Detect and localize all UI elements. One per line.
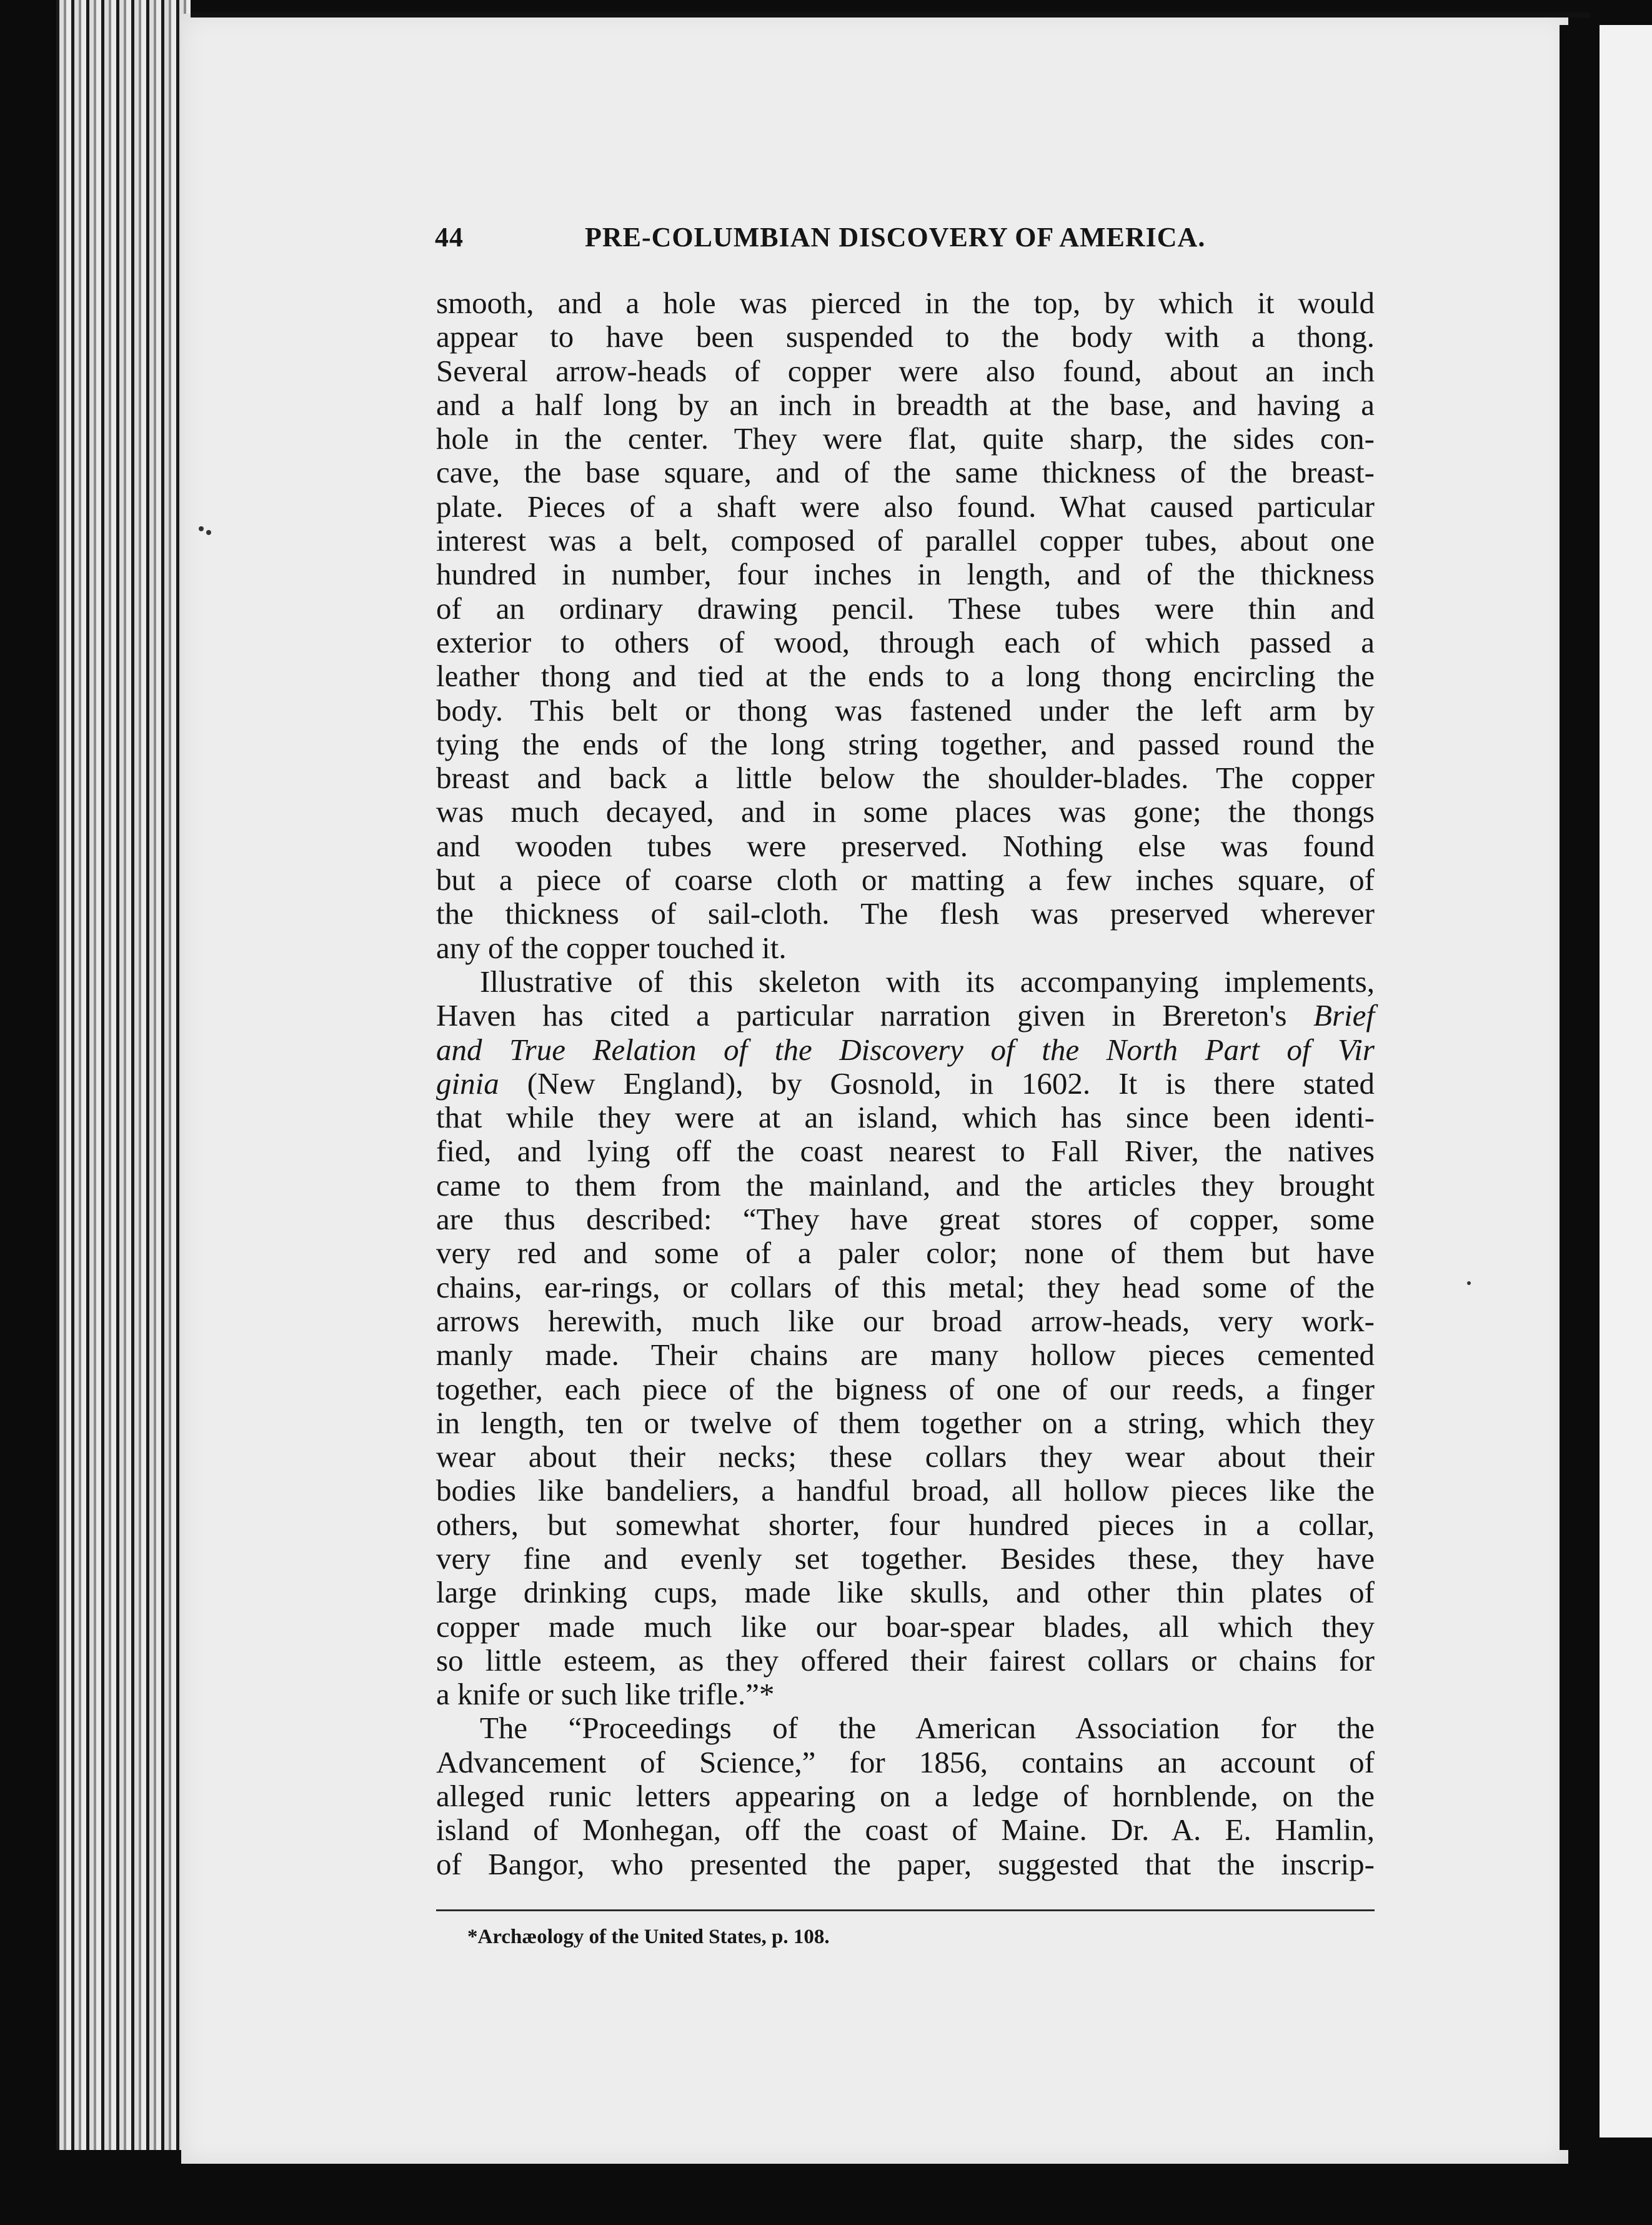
footnote-rule bbox=[436, 1909, 1375, 1911]
running-head bbox=[435, 215, 1228, 259]
page-top-border bbox=[191, 12, 1590, 18]
text-line: are thus described: “They have great stores of copper, some bbox=[436, 1202, 1375, 1237]
text-line: was much decayed, and in some places was gone; the thongs bbox=[436, 794, 1375, 829]
text-line: manly made. Their chains are many hollow pieces cemented bbox=[436, 1338, 1375, 1372]
text-line bbox=[436, 1033, 1375, 1067]
text-line: of Bangor, who presented the paper, suggested that the inscrip- bbox=[436, 1846, 1375, 1881]
margin-speck bbox=[199, 526, 204, 531]
text-line: cave, the base square, and of the same thickness of the breast- bbox=[436, 455, 1375, 490]
page-gutter-shadow bbox=[1560, 25, 1600, 2150]
text-line: smooth, and a hole was pierced in the top, by which it would bbox=[436, 286, 1375, 320]
text-line: interest was a belt, composed of parallel copper tubes, about one bbox=[436, 523, 1375, 558]
text-line: hole in the center. They were flat, quite sharp, the sides con- bbox=[436, 421, 1375, 456]
text-line: plate. Pieces of a shaft were also found. What caused particular bbox=[436, 489, 1375, 524]
text-line: in length, ten or twelve of them together on a string, which they bbox=[436, 1405, 1375, 1440]
text-line: chains, ear-rings, or collars of this metal; they head some of the bbox=[436, 1269, 1375, 1304]
book-title-italic: and True Relation of the Discovery of the North Part of Vir bbox=[436, 1032, 1375, 1067]
text-line: hundred in number, four inches in length, and of the thickness bbox=[436, 557, 1375, 592]
text-line: Illustrative of this skeleton with its accompanying implements, bbox=[480, 964, 1375, 999]
running-title: PRE-COLUMBIAN DISCOVERY OF AMERICA. bbox=[585, 222, 1206, 252]
margin-speck bbox=[206, 530, 211, 535]
text-line: very fine and evenly set together. Besides these, they have bbox=[436, 1541, 1375, 1576]
text-line: tying the ends of the long string together, and passed round the bbox=[436, 726, 1375, 761]
text-line: any of the copper touched it. bbox=[436, 930, 787, 965]
page-number: 44 bbox=[435, 222, 464, 252]
text-line: Several arrow-heads of copper were also found, about an inch bbox=[436, 353, 1375, 388]
text-line: alleged runic letters appearing on a ledge of hornblende, on the bbox=[436, 1779, 1375, 1814]
text-line: Haven has cited a particular narration given in Brereton's Brief bbox=[436, 998, 1375, 1033]
text-line: a knife or such like trifle.”* bbox=[436, 1677, 775, 1712]
text-line: wear about their necks; these collars they wear about their bbox=[436, 1439, 1375, 1474]
text-line: so little esteem, as they offered their fairest collars or chains for bbox=[436, 1642, 1375, 1678]
text-line: breast and back a little below the shoulder-blades. The copper bbox=[436, 761, 1375, 796]
text-line: but a piece of coarse cloth or matting a few inches square, of bbox=[436, 862, 1375, 898]
text-line: others, but somewhat shorter, four hundred pieces in a collar, bbox=[436, 1507, 1375, 1542]
book-title-italic: ginia bbox=[436, 1066, 499, 1101]
text-line: arrows herewith, much like our broad arrow-heads, very work- bbox=[436, 1303, 1375, 1338]
text-line: came to them from the mainland, and the articles they brought bbox=[436, 1168, 1375, 1202]
text-line: The “Proceedings of the American Association for the bbox=[480, 1711, 1375, 1746]
footnote: *Archæology of the United States, p. 108. bbox=[467, 1926, 830, 1948]
text-line: fied, and lying off the coast nearest to Fall River, the natives bbox=[436, 1134, 1375, 1169]
text-line: ginia (New England), by Gosnold, in 1602. It is there stated bbox=[436, 1066, 1375, 1101]
text-line: very red and some of a paler color; none of them but have bbox=[436, 1236, 1375, 1271]
body-text bbox=[436, 286, 1375, 1881]
text-line: and wooden tubes were preserved. Nothing else was found bbox=[436, 828, 1375, 863]
text-line: leather thong and tied at the ends to a long thong encircling the bbox=[436, 659, 1375, 694]
text-line: island of Monhegan, off the coast of Maine. Dr. A. E. Hamlin, bbox=[436, 1812, 1375, 1848]
text-line: and a half long by an inch in breadth at the base, and having a bbox=[436, 387, 1375, 422]
text-line: exterior to others of wood, through each of which passed a bbox=[436, 624, 1375, 659]
text-line: that while they were at an island, which has since been identi- bbox=[436, 1100, 1375, 1135]
next-page-edge bbox=[1600, 25, 1652, 2138]
text-line: bodies like bandeliers, a handful broad, all hollow pieces like the bbox=[436, 1473, 1375, 1508]
text-line: copper made much like our boar-spear blades, all which they bbox=[436, 1609, 1375, 1644]
text-line: the thickness of sail-cloth. The flesh was preserved wherever bbox=[436, 896, 1375, 931]
text-line: together, each piece of the bigness of one of our reeds, a finger bbox=[436, 1371, 1375, 1406]
book-title-italic: Brief bbox=[1313, 998, 1375, 1033]
text-line: appear to have been suspended to the body with a thong. bbox=[436, 319, 1375, 354]
book-page-edges bbox=[56, 0, 191, 2150]
text-line: large drinking cups, made like skulls, and other thin plates of bbox=[436, 1575, 1375, 1610]
text-line: Advancement of Science,” for 1856, contains an account of bbox=[436, 1744, 1375, 1779]
text-line: of an ordinary drawing pencil. These tubes were thin and bbox=[436, 591, 1375, 626]
margin-speck bbox=[1467, 1281, 1471, 1285]
text-line: body. This belt or thong was fastened under the left arm by bbox=[436, 692, 1375, 728]
